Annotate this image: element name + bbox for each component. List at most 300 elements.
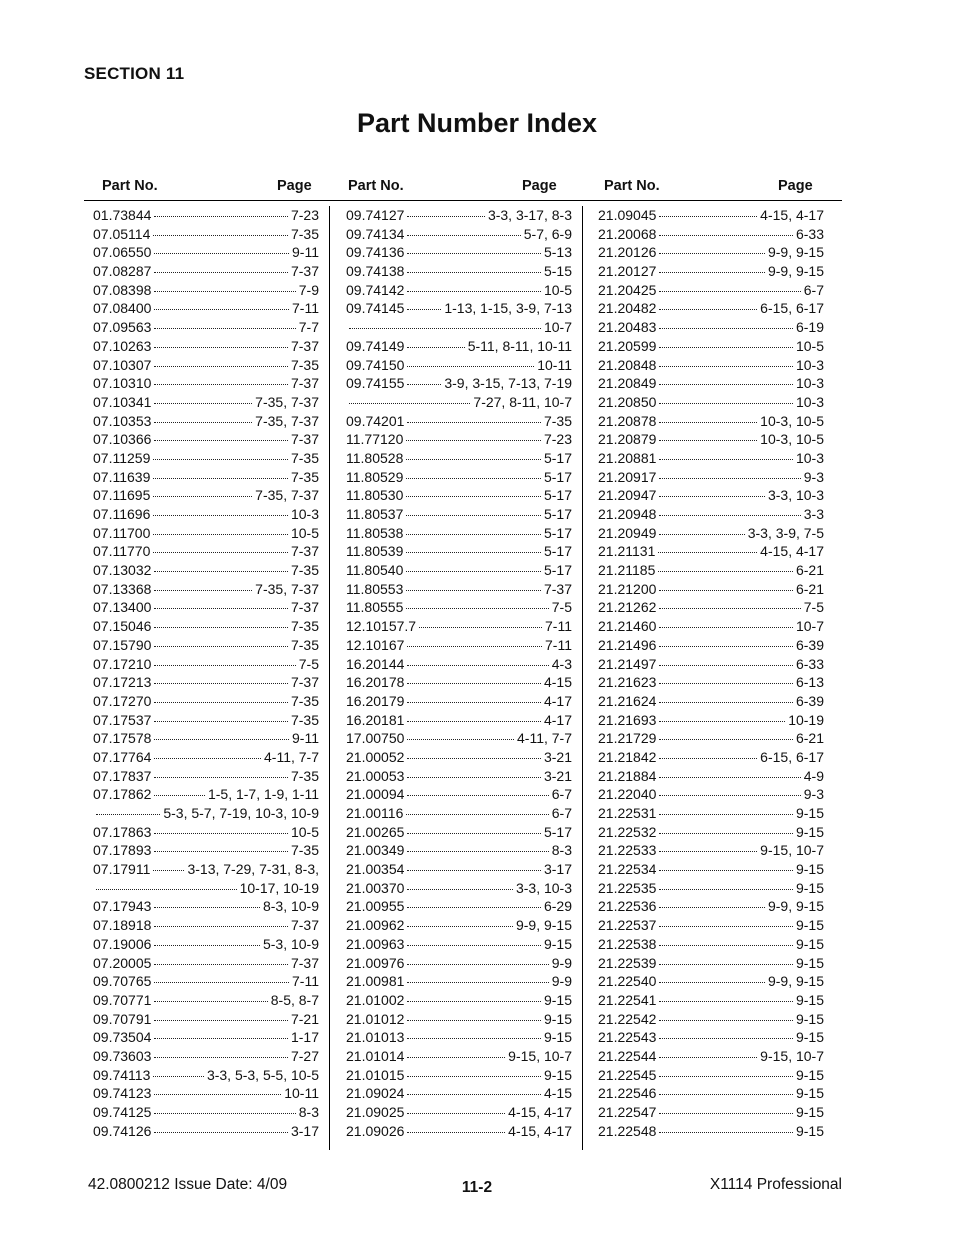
dot-leader <box>407 739 514 740</box>
page-reference: 4-11, 7-7 <box>517 730 572 747</box>
page-reference: 7-35 <box>290 618 319 635</box>
page-reference: 7-11 <box>545 636 572 653</box>
dot-leader <box>407 1132 505 1133</box>
dot-leader <box>659 964 793 965</box>
index-row <box>598 561 824 580</box>
page-reference: 9-15 <box>795 861 824 878</box>
page-reference: 10-3, 10-5 <box>760 412 824 429</box>
dot-leader <box>659 870 793 871</box>
page-title: Part Number Index <box>356 108 598 138</box>
index-row <box>346 897 572 916</box>
dot-leader <box>154 440 288 441</box>
part-number: 21.22544 <box>598 1047 657 1064</box>
dot-leader <box>407 309 441 310</box>
part-number: 11.80553 <box>346 580 404 597</box>
page-reference: 7-5 <box>298 655 319 672</box>
page-reference: 4-15, 4-17 <box>508 1122 572 1139</box>
part-number: 21.21496 <box>598 636 657 653</box>
page-reference: 7-35, 7-37 <box>255 393 319 410</box>
page-reference: 7-37 <box>290 954 319 971</box>
index-row <box>93 617 319 636</box>
dot-leader <box>419 627 542 628</box>
part-number: 07.05114 <box>93 225 151 242</box>
page-reference: 9-9, 9-15 <box>767 898 824 915</box>
part-number: 09.70765 <box>93 973 152 990</box>
dot-leader <box>659 683 793 684</box>
page-reference: 5-13 <box>543 244 572 261</box>
page-reference: 9-15 <box>795 805 824 821</box>
part-number: 21.22533 <box>598 842 657 859</box>
dot-leader <box>407 945 541 946</box>
dot-leader <box>659 851 757 852</box>
page-reference: 1-13, 1-15, 3-9, 7-13 <box>444 300 572 317</box>
part-number: 21.21624 <box>598 692 657 709</box>
dot-leader <box>659 702 793 703</box>
part-number: 21.21200 <box>598 580 657 597</box>
page-reference: 9-11 <box>292 730 319 747</box>
part-number: 21.22537 <box>598 917 657 934</box>
dot-leader <box>154 347 288 348</box>
dot-leader <box>154 590 252 591</box>
index-row <box>598 991 824 1010</box>
dot-leader <box>659 814 793 815</box>
part-number: 09.74127 <box>346 207 405 223</box>
part-number: 07.17943 <box>93 898 152 915</box>
index-row <box>598 804 824 823</box>
page-reference: 7-35 <box>543 412 572 429</box>
page-reference: 7-35, 7-37 <box>255 580 319 597</box>
page-reference: 10-3 <box>795 375 824 392</box>
dot-leader <box>659 982 765 983</box>
index-row <box>93 1066 319 1085</box>
index-row <box>598 337 824 356</box>
part-number: 21.00981 <box>346 973 405 990</box>
page-reference: 4-17 <box>543 711 572 728</box>
part-number: 21.00962 <box>346 917 405 934</box>
dot-leader <box>153 552 288 553</box>
index-row <box>346 692 572 711</box>
index-row <box>93 524 319 543</box>
dot-leader <box>406 590 541 591</box>
column-divider <box>582 206 583 1150</box>
page-reference: 9-15 <box>795 954 824 971</box>
page-reference: 6-7 <box>551 786 572 803</box>
dot-leader <box>407 646 542 647</box>
part-number: 07.13032 <box>93 562 152 579</box>
part-number: 09.74125 <box>93 1104 152 1120</box>
dot-leader <box>154 1001 267 1002</box>
page-reference: 9-15 <box>543 1029 572 1046</box>
page-reference: 9-15, 10-7 <box>760 1047 824 1064</box>
page-reference: 3-17 <box>543 861 572 878</box>
part-number: 09.74145 <box>346 300 405 317</box>
column-headers <box>0 178 954 202</box>
part-number: 09.74142 <box>346 281 405 298</box>
index-row <box>598 243 824 262</box>
index-row <box>598 655 824 674</box>
section-label: SECTION 11 <box>84 64 185 83</box>
part-number: 21.22531 <box>598 805 657 821</box>
dot-leader <box>659 422 757 423</box>
index-row <box>93 1028 319 1047</box>
part-number: 21.20850 <box>598 393 657 410</box>
dot-leader <box>407 964 548 965</box>
part-number: 21.09024 <box>346 1085 405 1102</box>
index-row <box>598 935 824 954</box>
dot-leader <box>153 870 184 871</box>
dot-leader <box>154 1094 281 1095</box>
part-number: 12.10167 <box>346 636 405 653</box>
page-reference: 9-3 <box>803 786 824 803</box>
dot-leader <box>407 291 541 292</box>
page-reference: 1-17 <box>290 1029 319 1046</box>
index-row <box>598 468 824 487</box>
page-number: 11-2 <box>461 1179 493 1196</box>
part-number: 07.10307 <box>93 356 152 373</box>
index-row <box>346 580 572 599</box>
part-number: 01.73844 <box>93 207 152 223</box>
dot-leader <box>659 608 800 609</box>
index-row <box>346 804 572 823</box>
page-reference: 6-33 <box>795 225 824 242</box>
page-reference: 6-21 <box>795 580 824 597</box>
page-reference: 3-3, 3-9, 7-5 <box>747 524 824 541</box>
index-column-1 <box>93 206 319 1140</box>
index-row <box>598 299 824 318</box>
dot-leader <box>406 515 541 516</box>
col2-page-header: Page <box>522 178 557 194</box>
part-number: 21.20917 <box>598 468 657 485</box>
part-number: 09.74134 <box>346 225 405 242</box>
dot-leader <box>659 347 793 348</box>
index-row <box>598 281 824 300</box>
page-reference: 3-3 <box>803 506 824 522</box>
col2-part-header: Part No. <box>348 178 404 194</box>
index-row <box>346 262 572 281</box>
index-row <box>93 318 319 337</box>
page-reference: 7-37 <box>290 337 319 354</box>
index-row <box>93 804 319 823</box>
page-reference: 7-35 <box>290 767 319 784</box>
page-reference: 4-15, 4-17 <box>760 543 824 560</box>
dot-leader <box>659 889 793 890</box>
index-row <box>346 617 572 636</box>
page-reference: 9-9, 9-15 <box>515 917 572 934</box>
part-number: 09.74113 <box>93 1066 151 1083</box>
page-reference: 10-3 <box>795 449 824 466</box>
page-reference: 10-5 <box>543 281 572 298</box>
dot-leader <box>153 478 288 479</box>
dot-leader <box>407 683 541 684</box>
part-number: 21.09026 <box>346 1122 405 1139</box>
dot-leader <box>154 272 288 273</box>
part-number: 21.00955 <box>346 898 405 915</box>
part-number: 21.22543 <box>598 1029 657 1046</box>
part-number: 07.17578 <box>93 730 152 747</box>
part-number: 21.00370 <box>346 879 405 896</box>
part-number: 09.73504 <box>93 1029 152 1046</box>
part-number: 21.21131 <box>598 543 656 560</box>
dot-leader <box>407 253 541 254</box>
dot-leader <box>659 384 793 385</box>
dot-leader <box>407 347 464 348</box>
index-row <box>346 1122 572 1141</box>
dot-leader <box>407 1057 505 1058</box>
part-number: 21.00053 <box>346 767 405 784</box>
page-reference: 8-3 <box>298 1104 319 1120</box>
page-reference: 7-37 <box>290 599 319 616</box>
part-number: 11.80540 <box>346 562 404 579</box>
dot-leader <box>154 982 289 983</box>
dot-leader <box>659 496 765 497</box>
page-reference: 7-11 <box>292 300 319 317</box>
index-row <box>93 598 319 617</box>
index-row <box>346 1084 572 1103</box>
part-number: 16.20179 <box>346 692 405 709</box>
index-row <box>346 299 572 318</box>
part-number: 07.17863 <box>93 823 152 840</box>
index-row <box>93 542 319 561</box>
index-row <box>93 1010 319 1029</box>
dot-leader <box>407 366 534 367</box>
page-reference: 5-7, 6-9 <box>523 225 572 242</box>
index-row <box>93 897 319 916</box>
part-number: 21.22542 <box>598 1010 657 1027</box>
part-number: 17.00750 <box>346 730 405 747</box>
footer-doc-info: 42.0800212 Issue Date: 4/09 <box>88 1176 288 1193</box>
index-row <box>598 823 824 842</box>
index-row <box>93 561 319 580</box>
index-row <box>346 225 572 244</box>
page-reference: 9-11 <box>292 244 319 261</box>
dot-leader <box>154 1020 288 1021</box>
dot-leader <box>659 235 793 236</box>
dot-leader <box>658 571 793 572</box>
dot-leader <box>659 926 793 927</box>
dot-leader <box>659 777 800 778</box>
index-row <box>346 412 572 431</box>
index-row <box>93 243 319 262</box>
index-row <box>346 430 572 449</box>
page-reference: 1-5, 1-7, 1-9, 1-11 <box>207 786 319 803</box>
page-reference: 4-11, 7-7 <box>264 748 319 765</box>
dot-leader <box>407 272 541 273</box>
part-number: 21.20947 <box>598 487 657 504</box>
page-reference: 10-5 <box>290 823 319 840</box>
index-row <box>346 636 572 655</box>
dot-leader <box>406 440 541 441</box>
index-row <box>93 468 319 487</box>
page-reference: 4-17 <box>543 692 572 709</box>
page-reference: 5-17 <box>543 543 572 560</box>
page-reference: 8-5, 8-7 <box>270 991 319 1008</box>
header-rule <box>84 200 842 201</box>
dot-leader <box>154 795 205 796</box>
part-number: 21.20483 <box>598 319 657 336</box>
index-row <box>93 673 319 692</box>
dot-leader <box>153 459 288 460</box>
page-reference: 9-15 <box>795 917 824 934</box>
dot-leader <box>154 571 288 572</box>
page-reference: 4-9 <box>803 767 824 784</box>
part-number: 21.20599 <box>598 337 657 354</box>
dot-leader <box>407 833 541 834</box>
dot-leader <box>154 366 288 367</box>
index-column-3 <box>598 206 824 1140</box>
index-row <box>93 225 319 244</box>
dot-leader <box>407 721 541 722</box>
part-number: 07.17837 <box>93 767 152 784</box>
index-row <box>598 879 824 898</box>
index-row <box>93 299 319 318</box>
index-row <box>598 356 824 375</box>
dot-leader <box>153 534 288 535</box>
page-reference: 7-37 <box>290 543 319 560</box>
index-row <box>346 991 572 1010</box>
part-number: 21.20848 <box>598 356 657 373</box>
part-number: 21.00354 <box>346 861 405 878</box>
page-reference: 6-21 <box>795 562 824 579</box>
dot-leader <box>659 366 793 367</box>
index-row <box>598 430 824 449</box>
dot-leader <box>154 964 288 965</box>
dot-leader <box>154 309 289 310</box>
dot-leader <box>659 833 793 834</box>
dot-leader <box>407 1113 505 1114</box>
index-row <box>598 262 824 281</box>
dot-leader <box>154 926 288 927</box>
page-reference: 10-3, 10-5 <box>760 431 824 448</box>
index-row <box>93 729 319 748</box>
index-row <box>598 486 824 505</box>
part-number: 21.21185 <box>598 562 656 579</box>
page-reference: 10-7 <box>543 319 572 336</box>
dot-leader <box>659 1001 793 1002</box>
index-row <box>93 1103 319 1122</box>
page-reference: 10-3 <box>290 506 319 522</box>
index-row <box>598 374 824 393</box>
part-number: 07.13400 <box>93 599 152 616</box>
index-row <box>346 729 572 748</box>
part-number: 09.70771 <box>93 991 152 1008</box>
page-reference: 9-15 <box>795 935 824 952</box>
dot-leader <box>153 1076 204 1077</box>
page-reference: 3-3, 10-3 <box>767 487 824 504</box>
col1-page-header: Page <box>277 178 312 194</box>
dot-leader <box>659 945 793 946</box>
dot-leader <box>659 216 757 217</box>
page-reference: 6-15, 6-17 <box>760 748 824 765</box>
part-number: 07.17893 <box>93 842 152 859</box>
col3-page-header: Page <box>778 178 813 194</box>
index-row <box>93 356 319 375</box>
index-row <box>598 1028 824 1047</box>
page-reference: 7-35, 7-37 <box>255 412 319 429</box>
dot-leader <box>154 702 288 703</box>
part-number: 21.20482 <box>598 300 657 317</box>
index-row <box>93 393 319 412</box>
page-reference: 10-17, 10-19 <box>239 879 319 896</box>
dot-leader <box>659 1057 757 1058</box>
dot-leader <box>659 721 785 722</box>
page-reference: 7-37 <box>290 375 319 392</box>
index-row <box>93 636 319 655</box>
index-row <box>93 1047 319 1066</box>
index-row <box>598 711 824 730</box>
part-number: 12.10157.7 <box>346 618 417 635</box>
part-number: 07.06550 <box>93 244 152 261</box>
dot-leader <box>407 758 541 759</box>
part-number: 07.11696 <box>93 506 151 522</box>
page-reference: 9-15 <box>795 879 824 896</box>
dot-leader <box>154 253 289 254</box>
page-reference: 9-9, 9-15 <box>767 244 824 261</box>
dot-leader <box>406 459 541 460</box>
index-row <box>346 972 572 991</box>
index-row <box>598 598 824 617</box>
part-number: 21.22541 <box>598 991 657 1008</box>
index-row <box>598 1047 824 1066</box>
part-number: 11.77120 <box>346 431 404 448</box>
page-reference: 9-15 <box>795 1010 824 1027</box>
index-row <box>598 841 824 860</box>
page-reference: 9-15 <box>543 935 572 952</box>
index-row <box>346 1010 572 1029</box>
part-number: 21.21693 <box>598 711 657 728</box>
part-number: 21.20127 <box>598 263 657 280</box>
page-reference: 3-3, 3-17, 8-3 <box>487 207 572 223</box>
page-reference: 3-21 <box>543 767 572 784</box>
page-reference: 7-37 <box>290 431 319 448</box>
index-row <box>346 916 572 935</box>
page-reference: 9-15 <box>795 1029 824 1046</box>
part-number: 21.22540 <box>598 973 657 990</box>
part-number: 21.01012 <box>346 1010 405 1027</box>
index-row <box>598 1066 824 1085</box>
part-number: 11.80538 <box>346 524 404 541</box>
dot-leader <box>407 1076 541 1077</box>
page-reference: 6-39 <box>795 692 824 709</box>
page-reference: 9-15 <box>795 1104 824 1120</box>
index-row <box>346 711 572 730</box>
part-number: 07.17213 <box>93 674 152 691</box>
dot-leader <box>407 926 513 927</box>
index-row <box>346 598 572 617</box>
page-reference: 6-33 <box>795 655 824 672</box>
part-number: 21.09025 <box>346 1104 405 1120</box>
dot-leader <box>407 982 548 983</box>
index-row <box>93 1122 319 1141</box>
dot-leader <box>659 627 793 628</box>
index-row <box>346 356 572 375</box>
index-row <box>598 785 824 804</box>
dot-leader <box>407 777 541 778</box>
dot-leader <box>659 328 793 329</box>
index-row <box>598 767 824 786</box>
part-number: 09.74138 <box>346 263 405 280</box>
dot-leader <box>154 216 288 217</box>
dot-leader <box>407 889 513 890</box>
page-reference: 9-9 <box>551 954 572 971</box>
index-row <box>346 655 572 674</box>
dot-leader <box>659 309 757 310</box>
index-row <box>598 916 824 935</box>
dot-leader <box>154 665 295 666</box>
dot-leader <box>407 1001 541 1002</box>
page-reference: 5-17 <box>543 449 572 466</box>
index-row <box>93 692 319 711</box>
page-reference: 10-3 <box>795 356 824 373</box>
